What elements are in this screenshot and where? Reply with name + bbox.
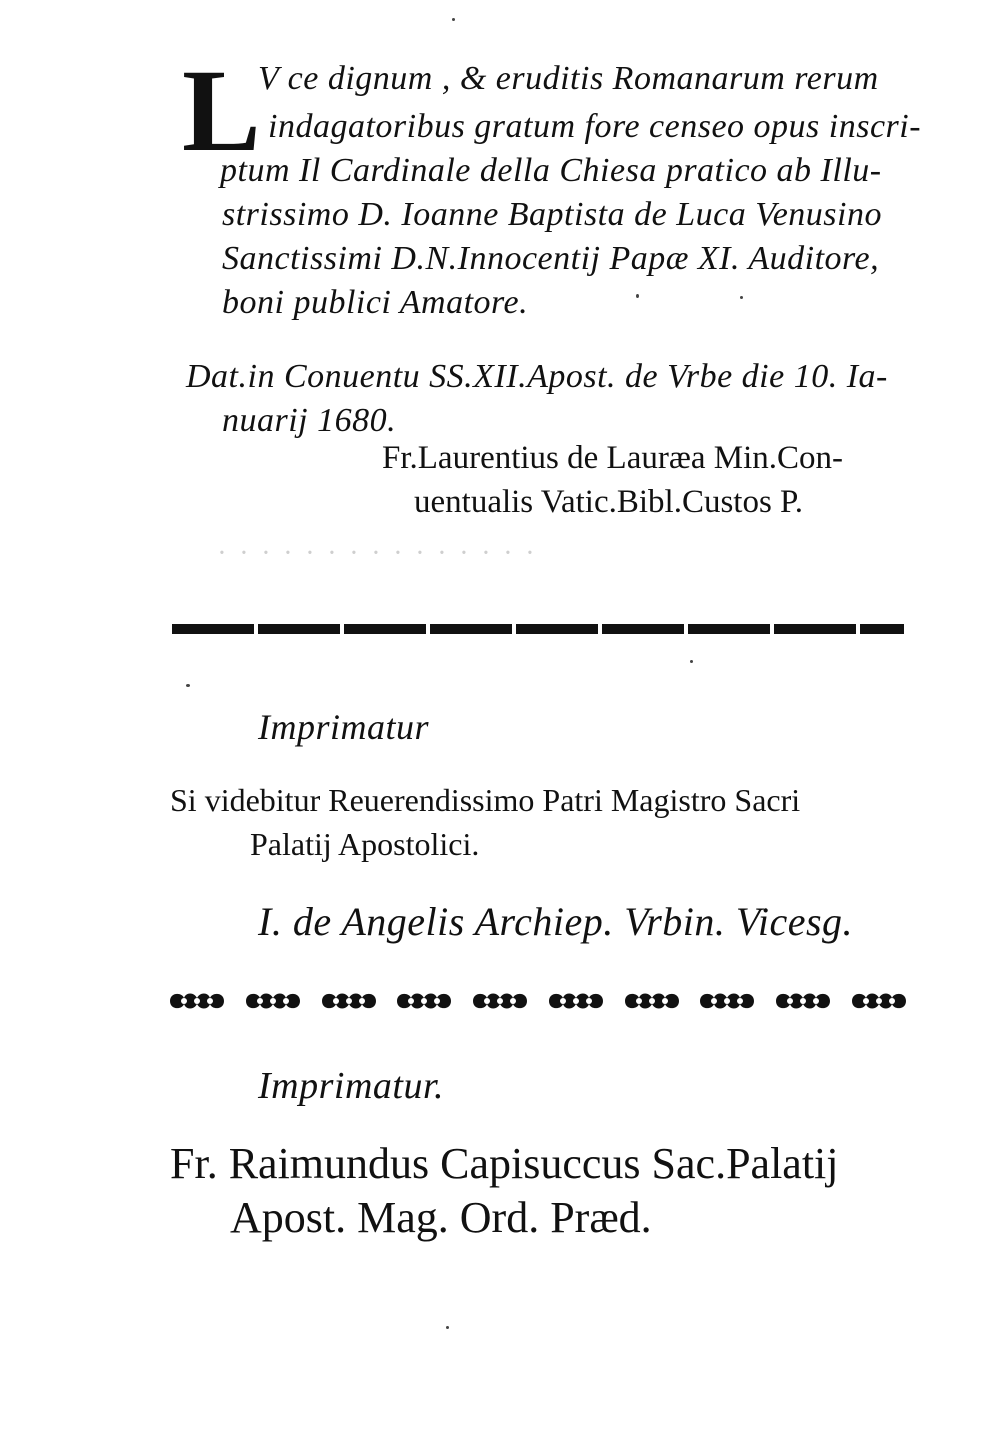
fleuron-ornament-icon (393, 988, 455, 1014)
scan-speck (446, 1326, 449, 1329)
approbation-line-4: strissimo D. Ioanne Baptista de Luca Venusino (222, 196, 882, 233)
fleuron-ornament-icon (848, 988, 910, 1014)
fleuron-ornament-icon (166, 988, 228, 1014)
imprimatur-2-line-1: Fr. Raimundus Capisuccus Sac.Palatij (170, 1139, 839, 1188)
fleuron-ornament-icon (621, 988, 683, 1014)
drop-cap-letter: L (182, 45, 261, 176)
fleuron-ornament-icon (469, 988, 531, 1014)
approbation-line-2: indagatoribus gratum fore censeo opus inscri- (268, 108, 922, 145)
show-through-smudge: · · · · · · · · · · · · · · · (218, 538, 537, 569)
approbation-line-1: V ce dignum , & eruditis Romanarum rerum (258, 60, 879, 97)
approbation-line-6: boni publici Amatore. (222, 284, 529, 321)
scan-speck (690, 660, 693, 663)
scan-speck (636, 294, 639, 298)
fleuron-ornament-icon (772, 988, 834, 1014)
imprimatur-1-line-2: Palatij Apostolici. (250, 826, 480, 862)
fleuron-ornament-icon (696, 988, 758, 1014)
approbation-line-5: Sanctissimi D.N.Innocentij Papæ XI. Auditore, (222, 240, 880, 277)
signature-line-1: Fr.Laurentius de Lauræa Min.Con- (382, 440, 844, 476)
scan-speck (452, 18, 455, 21)
imprimatur-2-line-2: Apost. Mag. Ord. Præd. (230, 1193, 652, 1242)
date-line-1: Dat.in Conuentu SS.XII.Apost. de Vrbe die 10. Ia- (186, 358, 888, 395)
horizontal-rule-divider (172, 624, 904, 634)
imprimatur-1-line-1: Si videbitur Reuerendissimo Patri Magistro Sacri (170, 782, 801, 818)
scan-speck (186, 684, 190, 687)
date-line-2: nuarij 1680. (222, 402, 397, 439)
approbation-line-3: ptum Il Cardinale della Chiesa pratico ab Illu- (220, 152, 882, 189)
imprimatur-1-signature: I. de Angelis Archiep. Vrbin. Vicesg. (258, 899, 854, 944)
ornament-border (166, 985, 910, 1017)
scan-speck (740, 296, 743, 299)
fleuron-ornament-icon (318, 988, 380, 1014)
imprimatur-heading-2: Imprimatur. (258, 1065, 445, 1107)
fleuron-ornament-icon (545, 988, 607, 1014)
signature-line-2: uentualis Vatic.Bibl.Custos P. (414, 484, 804, 520)
imprimatur-heading-1: Imprimatur (258, 707, 430, 747)
fleuron-ornament-icon (242, 988, 304, 1014)
